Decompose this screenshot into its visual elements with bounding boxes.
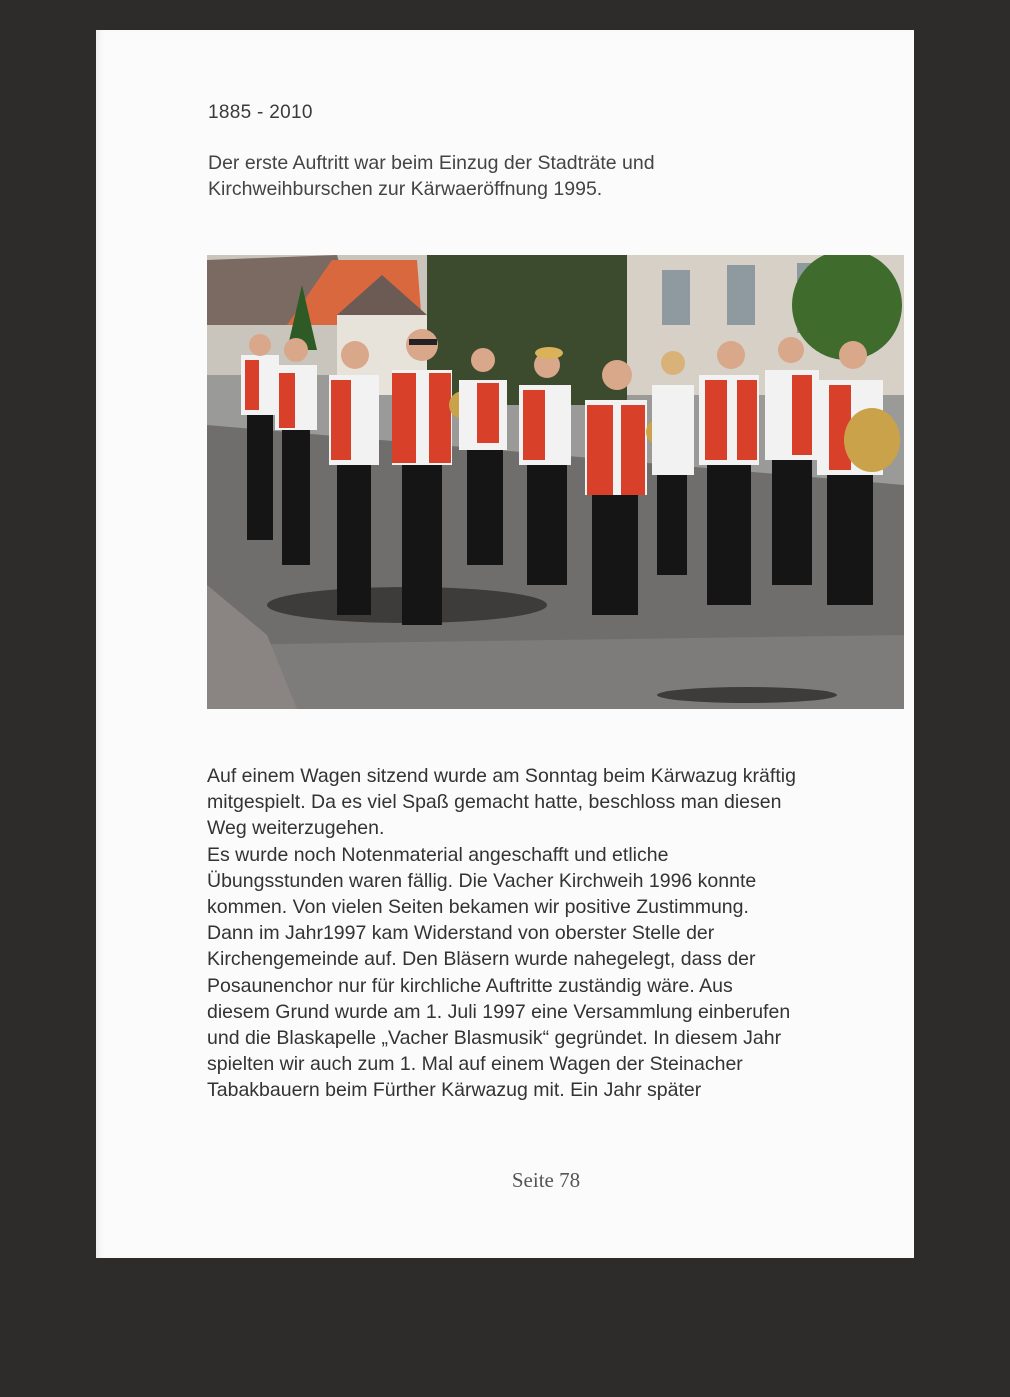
body-line: Tabakbauern beim Fürther Kärwazug mit. Ein Jahr später (207, 1079, 702, 1102)
body-line: Übungsstunden waren fällig. Die Vacher Kirchweih 1996 konnte (207, 869, 757, 892)
photo-illustration (207, 255, 904, 709)
body-line: Es wurde noch Notenmaterial angeschafft und etliche (207, 843, 669, 866)
body-line: kommen. Von vielen Seiten bekamen wir positive Zustimmung. (207, 896, 749, 919)
document-page (96, 30, 914, 1258)
body-line: diesem Grund wurde am 1. Juli 1997 eine Versammlung einberufen (207, 1000, 791, 1023)
page-number: Seite 78 (511, 1168, 581, 1192)
body-line: und die Blaskapelle „Vacher Blasmusik“ gegründet. In diesem Jahr (207, 1027, 782, 1050)
body-line: Kirchengemeinde auf. Den Bläsern wurde nahegelegt, dass der (207, 948, 756, 971)
photo-caption (208, 150, 768, 202)
body-line: Dann im Jahr1997 kam Widerstand von oberster Stelle der (207, 922, 715, 945)
page-header-years: 1885 - 2010 (208, 102, 313, 123)
body-text (207, 763, 907, 1104)
caption-line: Der erste Auftritt war beim Einzug der Stadträte und (208, 152, 655, 174)
body-line: Posaunenchor nur für kirchliche Auftritte zuständig wäre. Aus (207, 974, 733, 997)
caption-line: Kirchweihburschen zur Kärwaeröffnung 1995. (208, 178, 603, 200)
body-line: Weg weiterzugehen. (207, 817, 385, 840)
marching-band-photo (207, 255, 904, 709)
body-line: mitgespielt. Da es viel Spaß gemacht hatte, beschloss man diesen (207, 791, 782, 814)
body-line: spielten wir auch zum 1. Mal auf einem Wagen der Steinacher (207, 1053, 743, 1076)
body-line: Auf einem Wagen sitzend wurde am Sonntag beim Kärwazug kräftig (207, 765, 796, 787)
